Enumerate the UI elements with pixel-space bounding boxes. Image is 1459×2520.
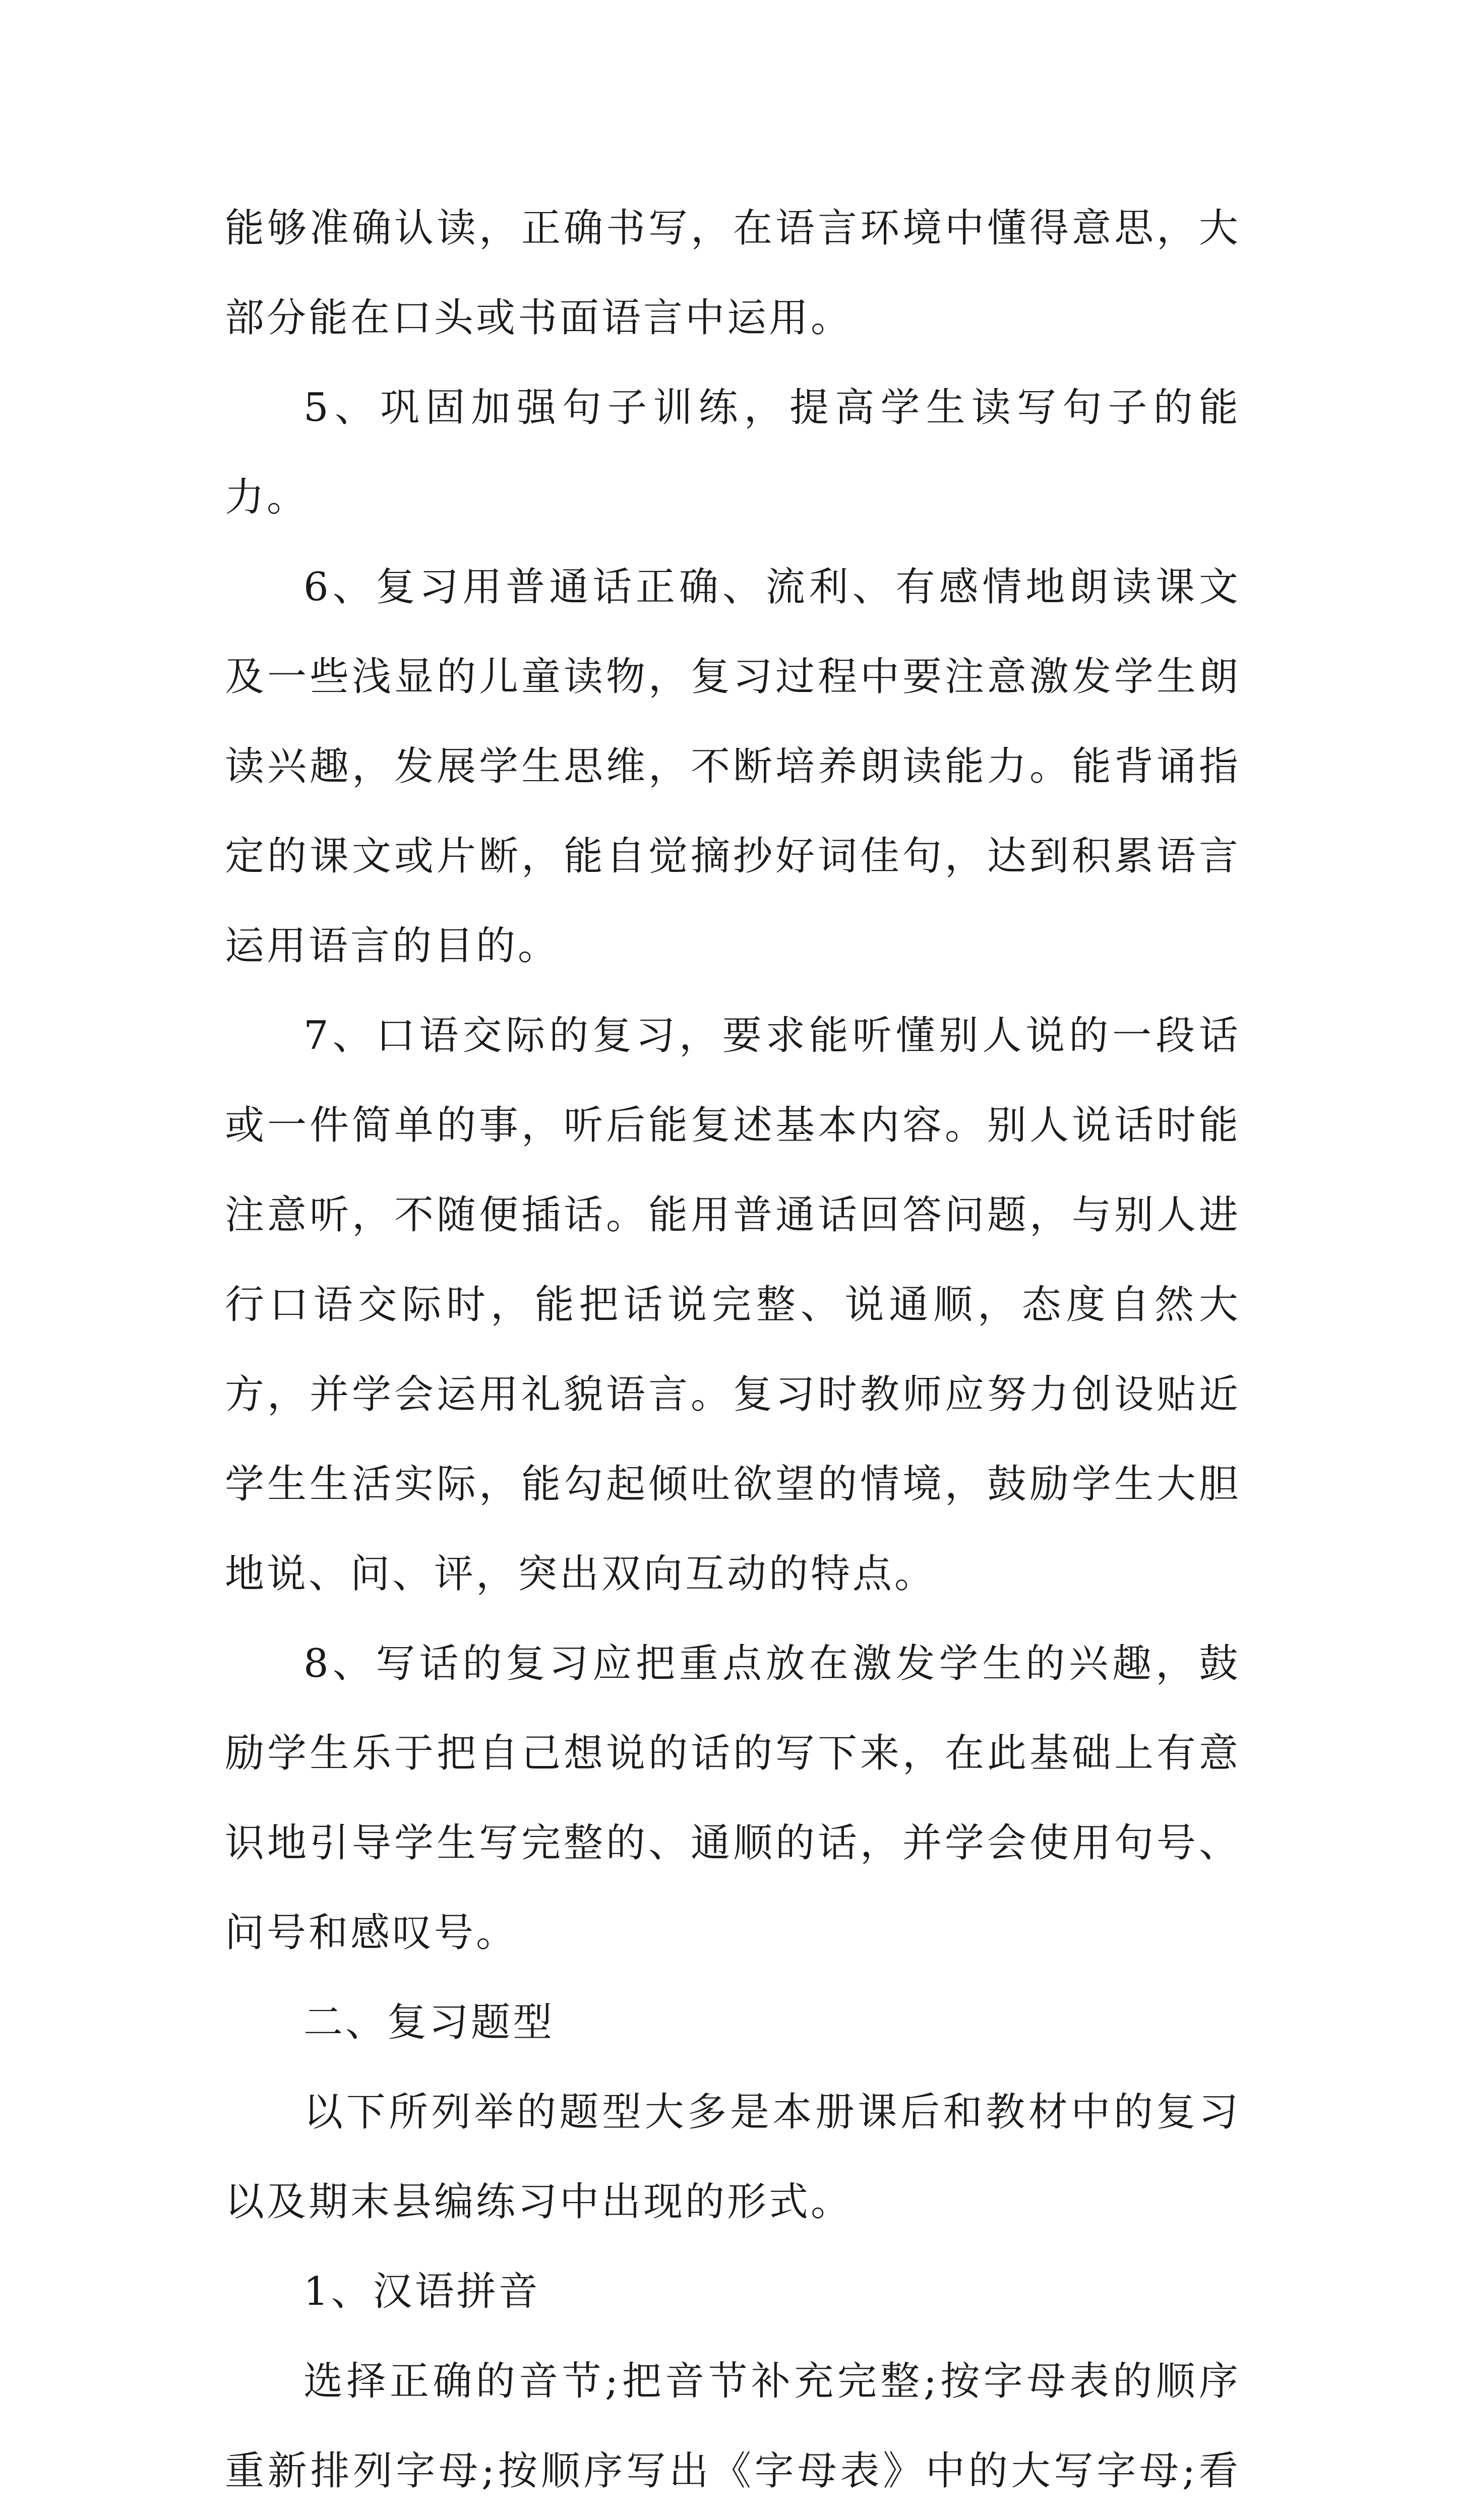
paragraph-section-intro: 以下所列举的题型大多是本册课后和教材中的复习以及期末县编练习中出现的形式。 [225, 2090, 1241, 2225]
paragraph-item-5: 5、巩固加强句子训练，提高学生读写句子的能力。 [225, 385, 1241, 520]
paragraph-continued: 能够准确认读，正确书写，在语言环境中懂得意思，大部分能在口头或书面语言中运用。 [225, 206, 1241, 341]
subheading-pinyin: 1、汉语拼音 [303, 2269, 540, 2314]
paragraph-item-8: 8、写话的复习应把重点放在激发学生的兴趣，鼓励学生乐于把自己想说的话的写下来，在此基础上有意识地引导学生写完整的、通顺的话，并学会使用句号、问号和感叹号。 [225, 1641, 1241, 1956]
section-heading-review-question-types: 二、复习题型 [303, 2000, 555, 2045]
paragraph-item-6: 6、复习用普通话正确、流利、有感情地朗读课文及一些浅显的儿童读物，复习过程中要注意激发学生朗读兴趣，发展学生思维，不断培养朗读能力。能背诵指定的课文或片断，能自觉摘抄好词佳句，达到积累语言运用语言的目的。 [225, 564, 1241, 969]
paragraph-pinyin-body: 选择正确的音节;把音节补充完整;按字母表的顺序重新排列字母;按顺序写出《字母表》中的大写字母;看 [225, 2359, 1241, 2494]
paragraph-item-7: 7、口语交际的复习，要求能听懂别人说的一段话或一件简单的事，听后能复述基本内容。别人说话时能注意听，不随便插话。能用普通话回答问题，与别人进行口语交际时，能把话说完整、说通顺，态度自然大方，并学会运用礼貌语言。复习时教师应努力创设贴近学生生活实际，能勾起倾吐欲望的情境，鼓励学生大胆地说、问、评，突出双向互动的特点。 [225, 1013, 1241, 1597]
document-body [225, 183, 1241, 2520]
